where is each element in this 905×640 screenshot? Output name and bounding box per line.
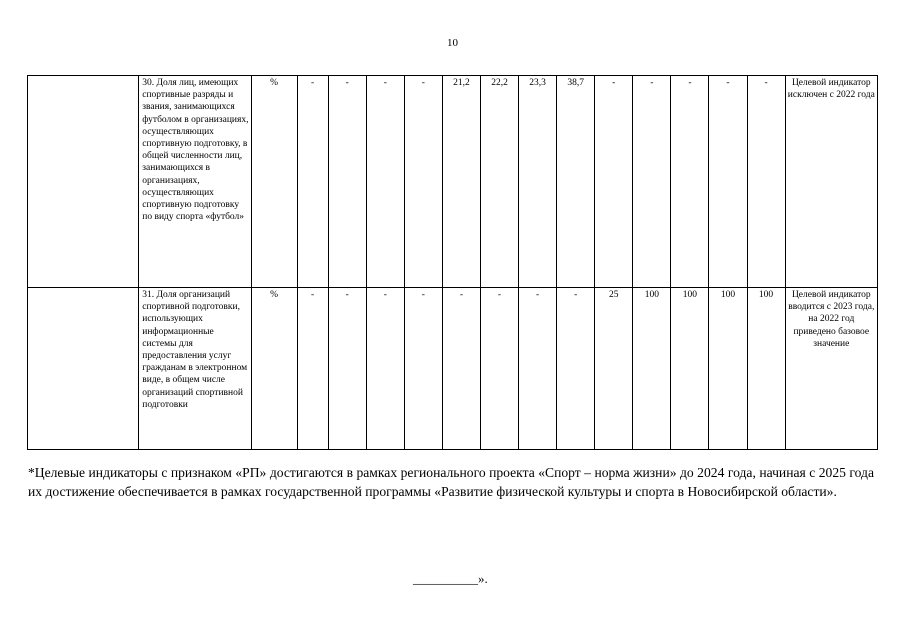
table-row [28, 288, 878, 450]
value-cell: 38,7 [557, 76, 595, 288]
unit-cell: % [251, 76, 297, 288]
value-cell: - [480, 288, 518, 450]
closing-mark: __________». [413, 571, 488, 586]
value-cell: 100 [671, 288, 709, 450]
value-cell: - [366, 288, 404, 450]
value-cell: - [709, 76, 747, 288]
indicators-table [27, 75, 878, 450]
value-cell: - [519, 288, 557, 450]
indicator-name: 31. Доля организаций спортивной подготовки, использующих информационные системы для предоставления услуг гражданам в электронном виде, в общем числе организаций спортивной подготовки [139, 288, 251, 450]
value-cell: 25 [595, 288, 633, 450]
value-cell: 22,2 [480, 76, 518, 288]
value-cell: - [633, 76, 671, 288]
value-cell: - [595, 76, 633, 288]
value-cell: - [328, 288, 366, 450]
value-cell: - [404, 76, 442, 288]
value-cell: - [747, 76, 785, 288]
value-cell: - [366, 76, 404, 288]
value-cell: - [671, 76, 709, 288]
value-cell: - [404, 288, 442, 450]
value-cell: 100 [709, 288, 747, 450]
table-row [28, 76, 878, 288]
unit-cell: % [251, 288, 297, 450]
value-cell: - [297, 76, 328, 288]
value-cell: - [442, 288, 480, 450]
value-cell: 100 [747, 288, 785, 450]
table-cell-number [28, 76, 139, 288]
value-cell: 21,2 [442, 76, 480, 288]
indicator-name: 30. Доля лиц, имеющих спортивные разряды и звания, занимающихся футболом в организациях, осуществляющих спортивную подготовку, в общей численности лиц, занимающихся в организациях, осуществляющих спортивную подготовку по виду спорта «футбол» [139, 76, 251, 288]
value-cell: - [297, 288, 328, 450]
page-number: 10 [447, 37, 458, 49]
value-cell: - [557, 288, 595, 450]
value-cell: - [328, 76, 366, 288]
note-cell: Целевой индикатор вводится с 2023 года, на 2022 год приведено базовое значение [785, 288, 877, 450]
table-cell-number [28, 288, 139, 450]
value-cell: 23,3 [519, 76, 557, 288]
note-cell: Целевой индикатор исключен с 2022 года [785, 76, 877, 288]
footnote: *Целевые индикаторы с признаком «РП» достигаются в рамках регионального проекта «Спорт – норма жизни» до 2024 года, начиная с 2025 года их достижение обеспечивается в рамках государственной программы «Развитие физической культуры и спорта в Новосибирской области». [28, 465, 874, 499]
value-cell: 100 [633, 288, 671, 450]
